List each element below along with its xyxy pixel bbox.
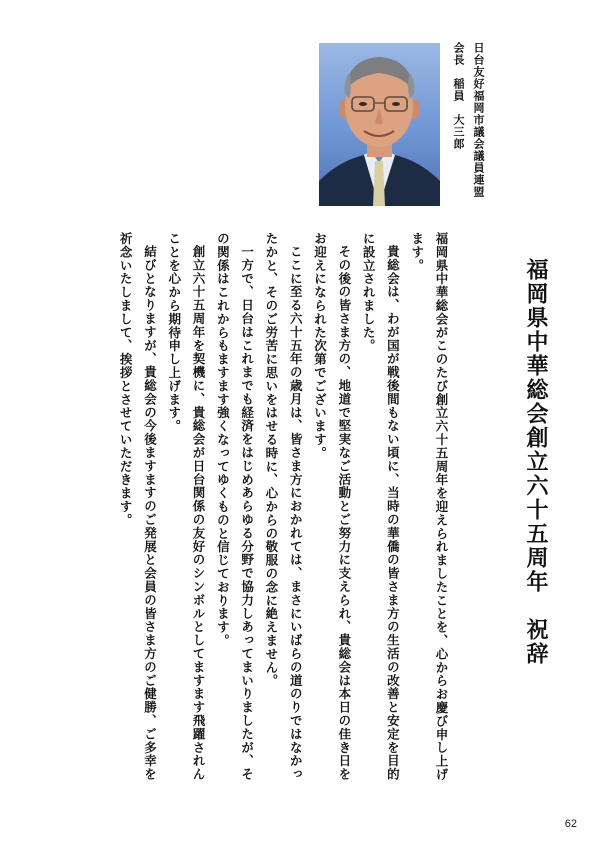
body-paragraph: 福岡県中華総会がこのたび創立六十五周年を迎えられましたことを、心からお慶び申し上げます。 <box>409 232 449 782</box>
body-paragraph: その後の皆さま方の、地道で堅実なご活動とご努力に支えられ、貴総会は本日の佳き日をお迎えになられた次第でございます。 <box>312 232 352 781</box>
body-paragraph: ここに至る六十五年の歳月は、皆さま方におかれては、まさにいばらの道のりではなかったかと、そのご労苦に思いをはせる時に、心からの敬服の念に絶えません。 <box>263 232 304 781</box>
body-paragraph: 一方で、日台はこれまでも経済をはじめあらゆる分野で協力しあってまいりましたが、その関係はこれからもますます強くなってゆくものと信じております。 <box>215 232 255 781</box>
portrait-illustration <box>319 43 440 206</box>
page-number: 62 <box>564 818 577 830</box>
body-paragraph: 結びとなりますが、貴総会の今後ますますのご発展と会員の皆さま方のご健勝、ご多幸を祈念いたしまして、挨拶とさせていただきます。 <box>118 232 158 781</box>
author-block <box>450 42 486 198</box>
body-text <box>113 232 453 792</box>
portrait-photo <box>319 43 440 206</box>
page-title: 福岡県中華総会創立六十五周年 祝辞 <box>523 258 548 666</box>
body-paragraph: 貴総会は、わが国が戦後間もない頃に、当時の華僑の皆さま方の生活の改善と安定を目的に設立されました。 <box>361 232 401 781</box>
author-position-name: 会長 稲員 大三郎 <box>452 42 465 150</box>
body-paragraph: 創立六十五周年を契機に、貴総会が日台関係の友好のシンボルとしてますます飛躍されんことを心から期待申し上げます。 <box>166 232 207 781</box>
author-organization: 日台友好福岡市議会議員連盟 <box>472 42 485 198</box>
